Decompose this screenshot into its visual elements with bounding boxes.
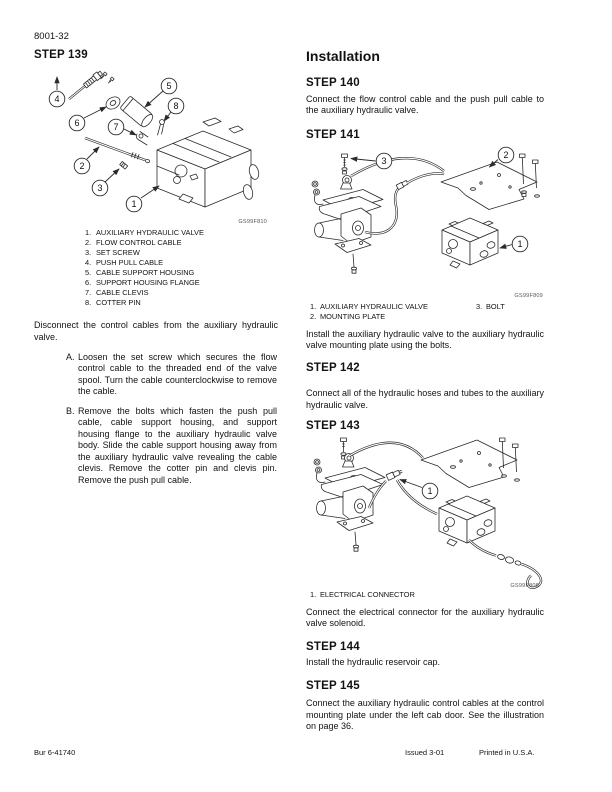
step-145-heading: STEP 145 xyxy=(306,679,360,692)
arrow xyxy=(164,112,171,121)
callout-4 xyxy=(49,91,65,107)
parts-list-item: 8. COTTER PIN xyxy=(85,298,141,307)
auxiliary-hydraulic-valve-part xyxy=(157,118,260,207)
svg-text:2: 2 xyxy=(79,161,85,172)
figure-code: GS99F810 xyxy=(238,219,267,225)
step-142-body: Connect all of the hydraulic hoses and tubes to the auxiliary hydraulic valve. xyxy=(306,388,544,410)
figure-step-143 xyxy=(303,436,585,592)
arrow xyxy=(123,129,136,136)
arrow xyxy=(84,107,106,118)
arrow xyxy=(145,91,163,107)
figure-legend-item: 3. BOLT xyxy=(476,301,505,311)
footer-printed-note: Printed in U.S.A. xyxy=(479,747,535,757)
svg-text:4: 4 xyxy=(54,94,60,105)
auxiliary-hydraulic-valve-part xyxy=(442,218,498,268)
svg-text:3: 3 xyxy=(381,156,387,167)
step-144-body: Install the hydraulic reservoir cap. xyxy=(306,656,441,667)
hose-fitting xyxy=(515,560,522,565)
step-142-heading: STEP 142 xyxy=(306,362,360,374)
svg-text:1: 1 xyxy=(131,199,137,210)
svg-text:6: 6 xyxy=(74,118,80,129)
installation-heading: Installation xyxy=(306,48,380,64)
svg-text:3: 3 xyxy=(97,183,103,194)
callout-6 xyxy=(69,115,85,131)
arrow xyxy=(141,186,159,198)
callout-3 xyxy=(92,180,108,196)
callout-1 xyxy=(422,483,438,499)
callout-1 xyxy=(512,236,528,252)
callout-3 xyxy=(376,153,392,169)
bolt-part xyxy=(533,160,540,197)
cable-bracket-assembly xyxy=(312,176,383,274)
step-140-heading: STEP 140 xyxy=(306,77,360,89)
cable-clevis-part xyxy=(136,132,148,146)
parts-list-item: 6. SUPPORT HOUSING FLANGE xyxy=(85,278,200,287)
set-screw-part xyxy=(120,161,128,169)
support-housing-flange-part xyxy=(104,94,123,111)
footer-document-number: Bur 6-41740 xyxy=(34,747,76,757)
push-pull-cable-part xyxy=(69,70,114,99)
arrow xyxy=(105,169,119,182)
callout-2 xyxy=(74,158,90,174)
cable-bracket-assembly xyxy=(314,454,385,552)
cotter-pin-part xyxy=(158,120,165,136)
step-143-heading: STEP 143 xyxy=(306,419,360,432)
footer-issued-date: Issued 3-01 xyxy=(405,747,445,757)
parts-list xyxy=(85,228,204,308)
parts-list-item: 7. CABLE CLEVIS xyxy=(85,288,149,297)
figure-code: GS99F808 xyxy=(510,583,539,589)
step-140-body: Connect the flow control cable and the push pull cable to the auxiliary hydraulic valve. xyxy=(306,93,544,116)
callout-2 xyxy=(498,147,514,163)
callout-7 xyxy=(108,119,124,135)
parts-list-item: 1. AUXILIARY HYDRAULIC VALVE xyxy=(85,228,204,237)
callout-1 xyxy=(126,196,142,212)
electrical-connector-part xyxy=(386,468,403,480)
page-number: 8001-32 xyxy=(34,31,69,42)
substep-a-label: A. xyxy=(66,351,75,362)
bolt-part xyxy=(342,154,348,174)
step-141-body: Install the auxiliary hydraulic valve to the auxiliary hydraulic valve mounting plate using the bolts. xyxy=(306,328,544,351)
arrow xyxy=(500,245,512,249)
parts-list-item: 5. CABLE SUPPORT HOUSING xyxy=(85,268,195,277)
figure-legend-item: 1. ELECTRICAL CONNECTOR xyxy=(310,590,415,599)
step-145-body: Connect the auxiliary hydraulic control cables at the control mounting plate under the left cab door. See the illustration on page 36. xyxy=(306,698,544,732)
figure-step-139 xyxy=(33,66,270,226)
substep-a-text: Loosen the set screw which secures the flow control cable to the threaded end of the valve spool. Turn the cable counterclockwise to remove the cable. xyxy=(78,351,277,397)
parts-list-item: 3. SET SCREW xyxy=(85,248,140,257)
svg-text:5: 5 xyxy=(166,81,172,92)
step-139-intro: Disconnect the control cables from the auxiliary hydraulic valve. xyxy=(34,320,278,342)
substep-b-label: B. xyxy=(66,405,75,416)
arrow xyxy=(400,480,422,488)
step-139-heading: STEP 139 xyxy=(34,49,88,61)
svg-text:1: 1 xyxy=(517,239,523,250)
step-141-heading: STEP 141 xyxy=(306,129,360,141)
hose-fitting xyxy=(497,554,505,561)
parts-list-item: 2. FLOW CONTROL CABLE xyxy=(85,238,182,247)
callout-5 xyxy=(161,78,177,94)
cable-connector xyxy=(396,180,408,190)
auxiliary-hydraulic-valve-part xyxy=(439,496,495,546)
svg-text:8: 8 xyxy=(173,101,179,112)
arrow xyxy=(351,159,376,162)
cable-support-housing-part xyxy=(120,96,155,129)
figure-code: GS99F809 xyxy=(514,293,543,299)
substep-b-text: Remove the bolts which fasten the push pull cable, cable support housing, and support housing flange to the auxiliary hydraulic valve body. Slide the cable support housing away from the auxiliary hydraulic valve revealing the cable clevis. Remove the cotter pin and clevis pin. Remove the push pull cable. xyxy=(78,405,277,486)
step-144-heading: STEP 144 xyxy=(306,641,360,653)
figure-step-141 xyxy=(303,142,585,300)
figure-legend-item: 1. AUXILIARY HYDRAULIC VALVE xyxy=(310,301,428,311)
arrow xyxy=(87,147,99,159)
svg-text:7: 7 xyxy=(113,122,119,133)
figure-legend-item: 2. MOUNTING PLATE xyxy=(310,312,386,321)
step-143-body: Connect the electrical connector for the auxiliary hydraulic valve solenoid. xyxy=(306,606,544,629)
hose-fitting xyxy=(505,556,515,564)
svg-text:1: 1 xyxy=(427,486,433,497)
parts-list-item: 4. PUSH PULL CABLE xyxy=(85,258,164,267)
svg-text:2: 2 xyxy=(503,150,509,161)
callout-8 xyxy=(168,98,184,114)
